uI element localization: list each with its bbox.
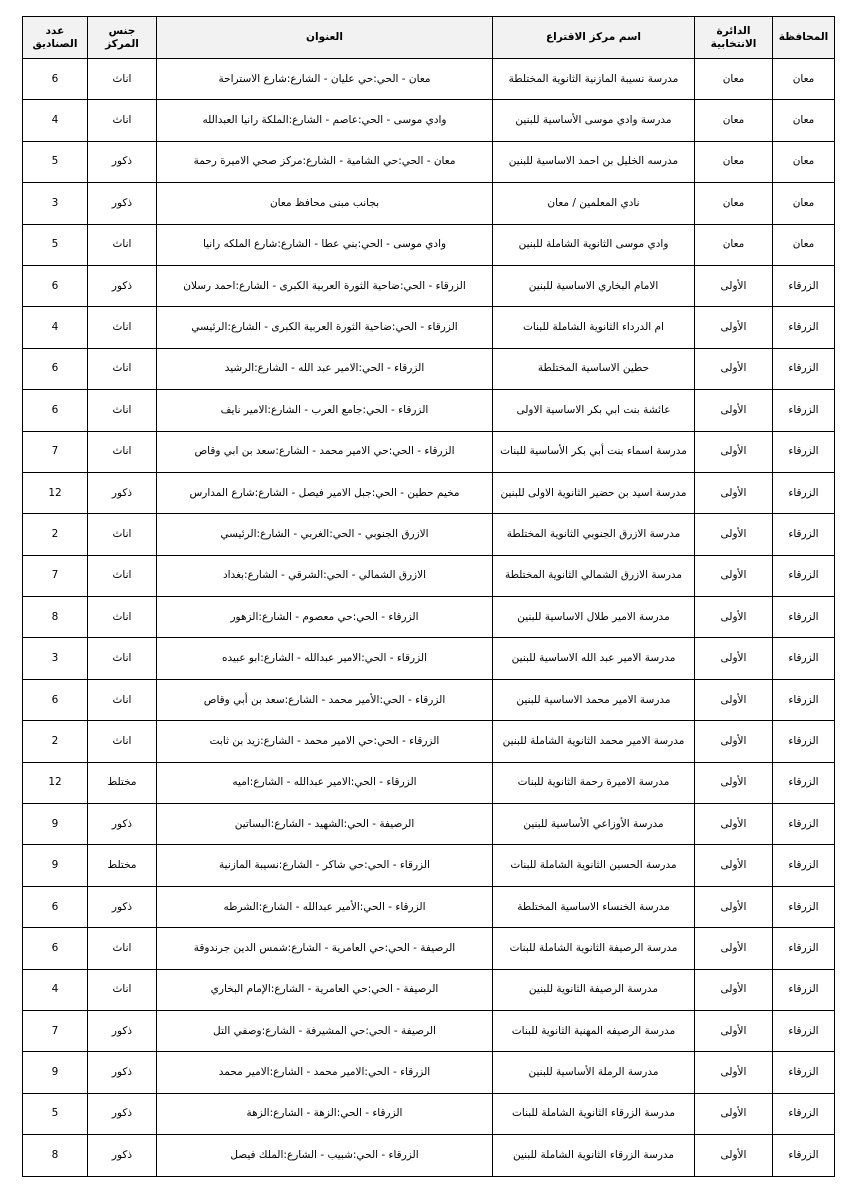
cell-governorate: الزرقاء (773, 514, 835, 555)
table-row (23, 762, 835, 803)
cell-district: الأولى (695, 845, 773, 886)
cell-center-name: مدرسة الرملة الأساسية للبنين (493, 1052, 695, 1093)
cell-governorate: الزرقاء (773, 431, 835, 472)
cell-center-gender: اناث (88, 307, 157, 348)
cell-box-count: 7 (23, 431, 88, 472)
cell-center-gender: اناث (88, 555, 157, 596)
cell-governorate: الزرقاء (773, 638, 835, 679)
cell-address: الرصيفة - الحي:حي المشيرفة - الشارع:وصفي التل (157, 1010, 493, 1051)
cell-center-name: مدرسة اسيد بن حضير الثانوية الاولى للبنين (493, 472, 695, 513)
cell-center-name: مدرسة الزرقاء الثانوية الشاملة للبنات (493, 1093, 695, 1134)
cell-center-name: مدرسة الامير محمد الاساسية للبنين (493, 679, 695, 720)
cell-district: الأولى (695, 928, 773, 969)
cell-address: الرصيفة - الحي:حي العامرية - الشارع:شمس الدين جرندوقة (157, 928, 493, 969)
cell-address: الرصيفة - الحي:حي العامرية - الشارع:الإمام البخاري (157, 969, 493, 1010)
cell-governorate: الزرقاء (773, 390, 835, 431)
cell-box-count: 2 (23, 514, 88, 555)
cell-governorate: الزرقاء (773, 307, 835, 348)
cell-box-count: 2 (23, 721, 88, 762)
cell-governorate: معان (773, 59, 835, 100)
table-row (23, 638, 835, 679)
cell-center-name: مدرسة الامير طلال الاساسية للبنين (493, 597, 695, 638)
cell-governorate: الزرقاء (773, 845, 835, 886)
cell-governorate: الزرقاء (773, 886, 835, 927)
cell-center-name: مدرسة الأوزاعي الأساسية للبنين (493, 804, 695, 845)
cell-district: الأولى (695, 390, 773, 431)
cell-center-name: مدرسة الحسين الثانوية الشاملة للبنات (493, 845, 695, 886)
table-row (23, 265, 835, 306)
cell-district: الأولى (695, 514, 773, 555)
cell-center-gender: اناث (88, 969, 157, 1010)
table-row (23, 224, 835, 265)
table-row (23, 928, 835, 969)
cell-governorate: الزرقاء (773, 1135, 835, 1176)
table-row (23, 390, 835, 431)
cell-address: الزرقاء - الحي:الأمير عبدالله - الشارع:الشرطه (157, 886, 493, 927)
cell-governorate: معان (773, 224, 835, 265)
cell-address: الزرقاء - الحي:حي الامير محمد - الشارع:سعد بن ابي وقاص (157, 431, 493, 472)
cell-address: مخيم حطين - الحي:جبل الامير فيصل - الشارع:شارع المدارس (157, 472, 493, 513)
cell-center-name: مدرسة الازرق الجنوبي الثانوية المختلطة (493, 514, 695, 555)
cell-address: الزرقاء - الحي:الامير محمد - الشارع:الامير محمد (157, 1052, 493, 1093)
table-row (23, 100, 835, 141)
table-row (23, 886, 835, 927)
table-row (23, 59, 835, 100)
cell-box-count: 12 (23, 762, 88, 803)
cell-address: الزرقاء - الحي:الامير عبد الله - الشارع:الرشيد (157, 348, 493, 389)
cell-governorate: الزرقاء (773, 762, 835, 803)
cell-center-gender: اناث (88, 514, 157, 555)
cell-governorate: الزرقاء (773, 1093, 835, 1134)
cell-box-count: 6 (23, 59, 88, 100)
cell-district: معان (695, 100, 773, 141)
cell-center-name: مدرسة الزرقاء الثانوية الشاملة للبنين (493, 1135, 695, 1176)
cell-address: بجانب مبنى محافظ معان (157, 183, 493, 224)
cell-box-count: 6 (23, 886, 88, 927)
cell-center-gender: اناث (88, 928, 157, 969)
table-row (23, 348, 835, 389)
cell-center-gender: اناث (88, 100, 157, 141)
table-row (23, 555, 835, 596)
cell-box-count: 3 (23, 183, 88, 224)
cell-box-count: 6 (23, 928, 88, 969)
cell-district: الأولى (695, 1052, 773, 1093)
cell-center-gender: ذكور (88, 472, 157, 513)
table-row (23, 307, 835, 348)
cell-center-name: مدرسة الرصيفة الثانوية للبنين (493, 969, 695, 1010)
cell-district: الأولى (695, 307, 773, 348)
cell-box-count: 4 (23, 100, 88, 141)
cell-governorate: الزرقاء (773, 265, 835, 306)
cell-district: معان (695, 59, 773, 100)
cell-center-name: مدرسة اسماء بنت أبي بكر الأساسية للبنات (493, 431, 695, 472)
cell-governorate: معان (773, 141, 835, 182)
cell-district: الأولى (695, 969, 773, 1010)
cell-box-count: 9 (23, 804, 88, 845)
cell-center-gender: ذكور (88, 1093, 157, 1134)
cell-center-name: ام الدرداء الثانوية الشاملة للبنات (493, 307, 695, 348)
cell-center-name: مدرسة الازرق الشمالي الثانوية المختلطة (493, 555, 695, 596)
cell-governorate: الزرقاء (773, 1052, 835, 1093)
cell-box-count: 6 (23, 679, 88, 720)
cell-district: معان (695, 224, 773, 265)
cell-center-gender: ذكور (88, 265, 157, 306)
table-header-row (23, 17, 835, 59)
header-district: الدائرة الانتخابية (695, 17, 773, 59)
cell-center-gender: اناث (88, 638, 157, 679)
cell-center-name: حطين الاساسية المختلطة (493, 348, 695, 389)
cell-address: الزرقاء - الحي:الزهة - الشارع:الزهة (157, 1093, 493, 1134)
cell-center-name: مدرسة الامير عبد الله الاساسية للبنين (493, 638, 695, 679)
table-row (23, 183, 835, 224)
cell-center-gender: اناث (88, 679, 157, 720)
header-address: العنوان (157, 17, 493, 59)
cell-address: الزرقاء - الحي:الامير عبدالله - الشارع:ابو عبيده (157, 638, 493, 679)
cell-address: الزرقاء - الحي:شبيب - الشارع:الملك فيصل (157, 1135, 493, 1176)
cell-district: معان (695, 141, 773, 182)
cell-center-name: نادي المعلمين / معان (493, 183, 695, 224)
cell-box-count: 9 (23, 845, 88, 886)
cell-center-name: مدرسة الخنساء الاساسية المختلطة (493, 886, 695, 927)
cell-box-count: 9 (23, 1052, 88, 1093)
cell-box-count: 6 (23, 390, 88, 431)
cell-center-name: الامام البخاري الاساسية للبنين (493, 265, 695, 306)
cell-center-gender: ذكور (88, 1010, 157, 1051)
cell-box-count: 5 (23, 224, 88, 265)
cell-district: الأولى (695, 555, 773, 596)
table-row (23, 1052, 835, 1093)
cell-governorate: الزرقاء (773, 721, 835, 762)
cell-address: الرصيفة - الحي:الشهيد - الشارع:البساتين (157, 804, 493, 845)
cell-center-gender: اناث (88, 721, 157, 762)
cell-center-name: مدرسة نسيبة المازنية الثانوية المختلطة (493, 59, 695, 100)
cell-box-count: 6 (23, 265, 88, 306)
cell-box-count: 6 (23, 348, 88, 389)
cell-district: الأولى (695, 348, 773, 389)
header-box-count: عدد الصناديق (23, 17, 88, 59)
cell-box-count: 4 (23, 307, 88, 348)
cell-center-gender: اناث (88, 59, 157, 100)
cell-address: معان - الحي:حي الشامية - الشارع:مركز صحي الاميرة رحمة (157, 141, 493, 182)
table-row (23, 472, 835, 513)
cell-district: الأولى (695, 1093, 773, 1134)
cell-center-name: وادي موسى الثانوية الشاملة للبنين (493, 224, 695, 265)
cell-box-count: 5 (23, 141, 88, 182)
cell-district: الأولى (695, 886, 773, 927)
cell-district: الأولى (695, 762, 773, 803)
cell-address: الزرقاء - الحي:الامير عبدالله - الشارع:اميه (157, 762, 493, 803)
cell-district: الأولى (695, 638, 773, 679)
cell-center-gender: اناث (88, 597, 157, 638)
cell-address: الازرق الجنوبي - الحي:الغربي - الشارع:الرئيسي (157, 514, 493, 555)
cell-box-count: 4 (23, 969, 88, 1010)
cell-center-gender: ذكور (88, 804, 157, 845)
cell-center-gender: اناث (88, 348, 157, 389)
cell-governorate: معان (773, 100, 835, 141)
cell-district: الأولى (695, 265, 773, 306)
cell-address: وادي موسى - الحي:عاصم - الشارع:الملكة رانيا العبدالله (157, 100, 493, 141)
cell-center-gender: ذكور (88, 886, 157, 927)
cell-center-name: مدرسة وادي موسى الأساسية للبنين (493, 100, 695, 141)
table-row (23, 721, 835, 762)
header-governorate: المحافظة (773, 17, 835, 59)
table-row (23, 1135, 835, 1176)
table-row (23, 845, 835, 886)
table-body (23, 59, 835, 1177)
cell-center-gender: مختلط (88, 762, 157, 803)
cell-center-gender: اناث (88, 390, 157, 431)
cell-address: الزرقاء - الحي:ضاحية الثورة العربية الكبرى - الشارع:الرئيسي (157, 307, 493, 348)
table-row (23, 804, 835, 845)
cell-district: معان (695, 183, 773, 224)
cell-center-gender: ذكور (88, 183, 157, 224)
cell-address: الزرقاء - الحي:جامع العرب - الشارع:الامير نايف (157, 390, 493, 431)
cell-center-gender: ذكور (88, 141, 157, 182)
cell-box-count: 8 (23, 1135, 88, 1176)
cell-district: الأولى (695, 431, 773, 472)
cell-center-gender: اناث (88, 224, 157, 265)
cell-district: الأولى (695, 1010, 773, 1051)
cell-box-count: 7 (23, 555, 88, 596)
cell-governorate: معان (773, 183, 835, 224)
cell-center-name: مدرسة الرصيفة الثانوية الشاملة للبنات (493, 928, 695, 969)
table-row (23, 514, 835, 555)
cell-district: الأولى (695, 472, 773, 513)
cell-center-gender: ذكور (88, 1052, 157, 1093)
header-center-gender: جنس المركز (88, 17, 157, 59)
table-row (23, 1093, 835, 1134)
table-row (23, 141, 835, 182)
cell-center-gender: مختلط (88, 845, 157, 886)
cell-governorate: الزرقاء (773, 555, 835, 596)
cell-address: الزرقاء - الحي:حي الامير محمد - الشارع:زيد بن ثابت (157, 721, 493, 762)
cell-address: الزرقاء - الحي:ضاحية الثورة العربية الكبرى - الشارع:احمد رسلان (157, 265, 493, 306)
cell-box-count: 7 (23, 1010, 88, 1051)
cell-governorate: الزرقاء (773, 472, 835, 513)
table-row (23, 969, 835, 1010)
cell-address: الزرقاء - الحي:حي شاكر - الشارع:نسيبة المازنية (157, 845, 493, 886)
cell-governorate: الزرقاء (773, 969, 835, 1010)
cell-box-count: 12 (23, 472, 88, 513)
table-row (23, 679, 835, 720)
cell-center-name: مدرسه الخليل بن احمد الاساسية للبنين (493, 141, 695, 182)
table-row (23, 431, 835, 472)
cell-governorate: الزرقاء (773, 679, 835, 720)
polling-centers-table (22, 16, 835, 1177)
cell-district: الأولى (695, 679, 773, 720)
cell-address: الزرقاء - الحي:الأمير محمد - الشارع:سعد بن أبي وقاص (157, 679, 493, 720)
cell-center-gender: ذكور (88, 1135, 157, 1176)
cell-center-name: مدرسة الامير محمد الثانوية الشاملة للبنين (493, 721, 695, 762)
cell-box-count: 5 (23, 1093, 88, 1134)
cell-address: معان - الحي:حي عليان - الشارع:شارع الاستراحة (157, 59, 493, 100)
cell-box-count: 3 (23, 638, 88, 679)
cell-district: الأولى (695, 804, 773, 845)
cell-governorate: الزرقاء (773, 597, 835, 638)
cell-district: الأولى (695, 721, 773, 762)
cell-district: الأولى (695, 1135, 773, 1176)
cell-district: الأولى (695, 597, 773, 638)
cell-address: الازرق الشمالي - الحي:الشرقي - الشارع:بغداد (157, 555, 493, 596)
cell-box-count: 8 (23, 597, 88, 638)
cell-center-name: عائشة بنت ابي بكر الاساسية الاولى (493, 390, 695, 431)
cell-center-name: مدرسة الاميرة رحمة الثانوية للبنات (493, 762, 695, 803)
cell-governorate: الزرقاء (773, 348, 835, 389)
cell-center-gender: اناث (88, 431, 157, 472)
cell-address: الزرقاء - الحي:حي معصوم - الشارع:الزهور (157, 597, 493, 638)
cell-governorate: الزرقاء (773, 928, 835, 969)
table-row (23, 1010, 835, 1051)
cell-governorate: الزرقاء (773, 804, 835, 845)
cell-address: وادي موسى - الحي:بني عطا - الشارع:شارع الملكه رانيا (157, 224, 493, 265)
table-row (23, 597, 835, 638)
cell-center-name: مدرسة الرصيفه المهنية الثانوية للبنات (493, 1010, 695, 1051)
cell-governorate: الزرقاء (773, 1010, 835, 1051)
header-center-name: اسم مركز الاقتراع (493, 17, 695, 59)
